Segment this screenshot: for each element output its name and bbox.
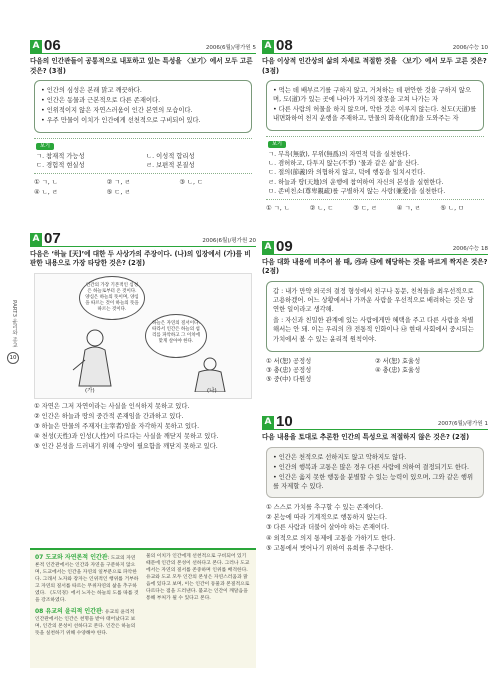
passage-box [266,447,484,499]
bogi-item: ㄷ. 경험적 현실성 [36,162,85,170]
question-text: 다음 이상적 인간상의 삶의 자세로 적절한 것을 〈보기〉에서 모두 고른 것은? (3점) [262,57,487,75]
page-number: 10 [7,352,19,364]
page-sidebar [6,300,20,364]
option-1[interactable]: ① ㄱ, ㄴ [266,204,290,212]
option-4[interactable]: ④ 천성(天性)과 인성(人性)이 다르다는 사실을 깨닫지 못하고 있다. [34,433,219,441]
question-text: 다음은 ‘하늘 [天]’에 대한 두 사상가의 주장이다. (나)의 입장에서 (가)를 비판한 내용으로 가장 타당한 것은? (2점) [30,249,251,268]
speech-bubble-a: 인간의 가장 기본적인 심성은 하늘로부터 온 것이다. 양심은 하늘의 뜻이며, 양심을 따르는 것이 하늘의 뜻을 따르는 것이다. [79,276,145,320]
answer-options [34,402,252,452]
philosopher-a-figure [65,326,125,388]
option-2[interactable]: ② ㄴ, ㄷ [309,204,334,212]
question-06 [30,38,256,197]
philosopher-b-figure [185,356,235,392]
bogi-label: 보기 [36,143,54,151]
option-4[interactable]: ④ ㄱ, ㄹ [396,204,421,212]
option-3[interactable]: ③ ㄴ, ㄷ [179,179,204,187]
dialog-box [266,281,484,352]
question-number: 06 [44,37,61,54]
question-09 [262,239,488,384]
question-08 [262,38,488,213]
level-badge: A [30,40,42,53]
option-1[interactable]: ① 서(恕) 공정성 [266,357,312,365]
sidebar-part-title: PART3 윤리와 종교 [10,300,17,349]
figure-label-a: (가) [85,387,95,394]
level-badge: A [30,233,42,246]
bogi-item: ㄴ. 겸허하고, 다투지 않는(不爭) ‘물과 같은 삶’을 산다. [268,160,420,168]
bogi-item: ㄱ. 무욕(無欲), 무위(無爲)의 자연적 덕을 실천한다. [268,151,411,159]
cartoon-figure [34,273,252,399]
option-5[interactable]: ⑤ 인간 본성을 드러내기 위해 수양이 필요함을 깨닫지 못하고 있다. [34,443,218,451]
passage-line: • 다른 사람의 허물을 하지 않으며, 악한 것은 이루지 않는다. 천도(天道)를 내면화하여 천지 운행을 주재하고, 만물의 화육(化育)을 도와주는 자 [273,106,477,123]
explanation-body: : 유교의 윤리적 인간관에서는 인간은 천명을 받아 태어났다고 보며, 인간의 본성이 선하다고 본다. 인간은 하늘의 뜻을 실천하기 위해 수양해야 한다. [35,609,136,636]
bogi-item: ㅁ. 존비친소(尊卑親疏)를 구별하지 않는 사랑(兼愛)을 실천한다. [268,187,446,195]
answer-options [266,204,484,213]
speech-bubble-b: 하늘은 자연의 질서이다. 따라서 인간은 하늘의 섭리를 파악하고 그 이치에 맞게 살아야 한다. [145,314,207,358]
bogi-item: ㄹ. 보편적 본질성 [146,162,195,170]
option-3[interactable]: ③ 하늘은 만물의 주재자(主宰者)임을 자각하지 못하고 있다. [34,422,200,430]
option-1[interactable]: ① 자연은 그저 자연이라는 사실을 인식하지 못하고 있다. [34,402,190,410]
bogi-item: ㄷ. 절의(節義)와 의협하지 않고, 덕에 행동을 일치시킨다. [268,169,426,177]
option-3[interactable]: ③ 다른 사람과 더불어 살아야 하는 존재이다. [266,524,390,532]
passage-line: • 먹는 데 배부르기를 구하지 않고, 거처하는 데 편안한 것을 구하지 않으며, 도(道)가 있는 곳에 나아가 자기의 잘못을 고쳐 나가는 자 [273,87,472,104]
passage-line: • 인간은 천적으로 선하지도 않고 악하지도 않다. [273,453,407,461]
question-number: 10 [276,413,293,431]
question-source: 2006(6월)/평가원 20 [202,237,256,244]
option-5[interactable]: ⑤ 고통에서 벗어나기 위하여 유희를 추구한다. [266,544,394,552]
question-number: 07 [44,229,61,247]
explanation-title: 07 도교와 자연론적 인간관 [35,554,108,561]
question-number: 08 [276,37,293,54]
dialog-line: 갑 : 내가 만약 외국의 결정 형성에서 친구나 동문, 친척들을 최우선적으로 고용하겠어. 어느 상황에서나 가까운 사람을 우선적으로 배려하는 것은 당연한 일이라고 생각해. [273,287,474,314]
option-4[interactable]: ④ 충(忠) 효율성 [375,366,421,374]
answer-options [34,178,252,196]
bogi-item: ㄴ. 이성적 합리성 [146,153,195,161]
bogi-box [266,136,484,200]
option-5[interactable]: ⑤ ㄴ, ㅁ [440,204,465,212]
question-text: 다음 내용을 토대로 추론한 인간의 특성으로 적절하지 않은 것은? (2점) [262,433,470,442]
right-column [262,38,488,555]
question-source: 2007(6월)/평가원 1 [437,421,488,428]
option-4[interactable]: ④ 외적으로 의지 통제에 고통을 가하기도 한다. [266,534,396,542]
question-source: 2006/수능 10 [452,45,488,51]
bogi-item: ㄱ. 참재적 가능성 [36,153,85,161]
answer-options [266,357,484,384]
passage-box [34,80,252,133]
option-2[interactable]: ② ㄱ, ㄹ [106,179,131,187]
answer-options [266,503,484,553]
explanation-col-2: 물의 이치가 인간에게 선천적으로 구비되어 있기 때문에 인간의 본성이 선하다고 본다. 그러나 도교에서는 자연의 질서를 존중하며 인위를 배격한다. 유교와 도교 모두 인간의 본성은 자연스러움과 맑음에 있다고 보며, 이는 인간이 동물과 본질적으로 다르다는 점을 드러낸다. 불교는 인간이 깨달음을 통해 부처가 될 수 있다고 본다. [146,554,250,601]
dialog-line: 을 : 자신과 친밀한 관계에 있는 사람에게만 혜택을 주고 다른 사람을 차별해서는 안 돼. 이는 우리의 ㉮ 전통적 인화이나 ㉯ 현대 사회에서 중시되는 가치에서 볼 수 있는 윤리적 원칙이야. [273,317,474,343]
level-badge: A [262,40,274,53]
explanation-body: : 도교의 자연론적 인간관에서는 인간과 자연을 구분하지 않으며, 도교에서는 인간을 자연의 일부분으로 파악한다. 그래서 노자와 장자는 인위적인 행위를 거부하고 자연의 질서를 따르는 무위자연의 삶을 추구하였다. 《도덕경》에서 노자는 하늘의 도를 따를 것을 강조하였다. [35,556,139,603]
passage-line: • 인위적이지 않은 자연스러움이 인간 본연의 모습이다. [41,107,193,115]
question-header [262,239,488,255]
question-text: 다음의 인간관들이 공통적으로 내포하고 있는 특성을 〈보기〉에서 모두 고른 것은? (3점) [30,57,253,75]
explanation-col-1 [35,554,140,664]
passage-box [266,80,484,131]
option-2[interactable]: ② 본능에 따라 기계적으로 행동하지 않는다. [266,514,388,522]
question-text: 다음 대화 내용에 비추어 볼 때, ㉮과 ㉯에 해당하는 것을 바르게 짝지은 것은? (2점) [262,257,488,276]
passage-line: • 인간은 옳지 못한 행동을 분별할 수 있는 능력이 있으며, 그와 같은 행위를 자제할 수 있다. [273,473,474,491]
question-header [262,414,488,430]
option-1[interactable]: ① ㄱ, ㄴ [34,179,58,187]
explanation-box [30,548,256,668]
explanation-title: 08 유교의 윤리적 인간관 [35,607,102,615]
option-2[interactable]: ② 인간은 하늘과 땅의 중간적 존재임을 간과하고 있다. [34,412,184,420]
passage-line: • 인간은 동물과 근본적으로 다른 존재이다. [41,97,161,105]
option-2[interactable]: ② 서(恕) 효율성 [375,357,421,365]
option-1[interactable]: ① 스스로 가치를 추구할 수 있는 존재이다. [266,504,383,512]
question-source: 2006/수능 18 [452,245,488,252]
option-5[interactable]: ⑤ ㄷ, ㄹ [106,188,131,196]
level-badge: A [262,241,274,254]
question-10 [262,414,488,553]
bogi-item: ㄹ. 하늘과 땅(天地)의 운행에 참여하여 자신의 본성을 실현한다. [268,178,444,186]
question-header [30,231,256,247]
figure-label-b: (나) [207,387,217,394]
option-4[interactable]: ④ ㄴ, ㄹ [34,188,58,196]
level-badge: A [262,416,274,429]
question-header [262,38,488,54]
bogi-box [34,138,252,175]
passage-line: • 인간의 행복과 고통은 많은 경우 다른 사람에 의하여 결정되기도 한다. [273,463,470,471]
question-number: 09 [276,237,293,255]
bogi-label: 보기 [268,141,286,149]
left-column [30,38,256,453]
passage-line: • 우주 만물이 이치가 인간에게 선천적으로 구비되어 있다. [41,117,201,125]
passage-line: • 인간의 심성은 본래 맑고 깨끗하다. [41,87,142,95]
option-5[interactable]: ⑤ 중(中) 다원성 [266,375,312,383]
question-source: 2006(6월)/평가원 5 [205,45,256,51]
question-07 [30,231,256,452]
option-3[interactable]: ③ ㄷ, ㄹ [353,204,378,212]
question-header [30,38,256,54]
option-3[interactable]: ③ 충(忠) 공정성 [266,366,312,374]
